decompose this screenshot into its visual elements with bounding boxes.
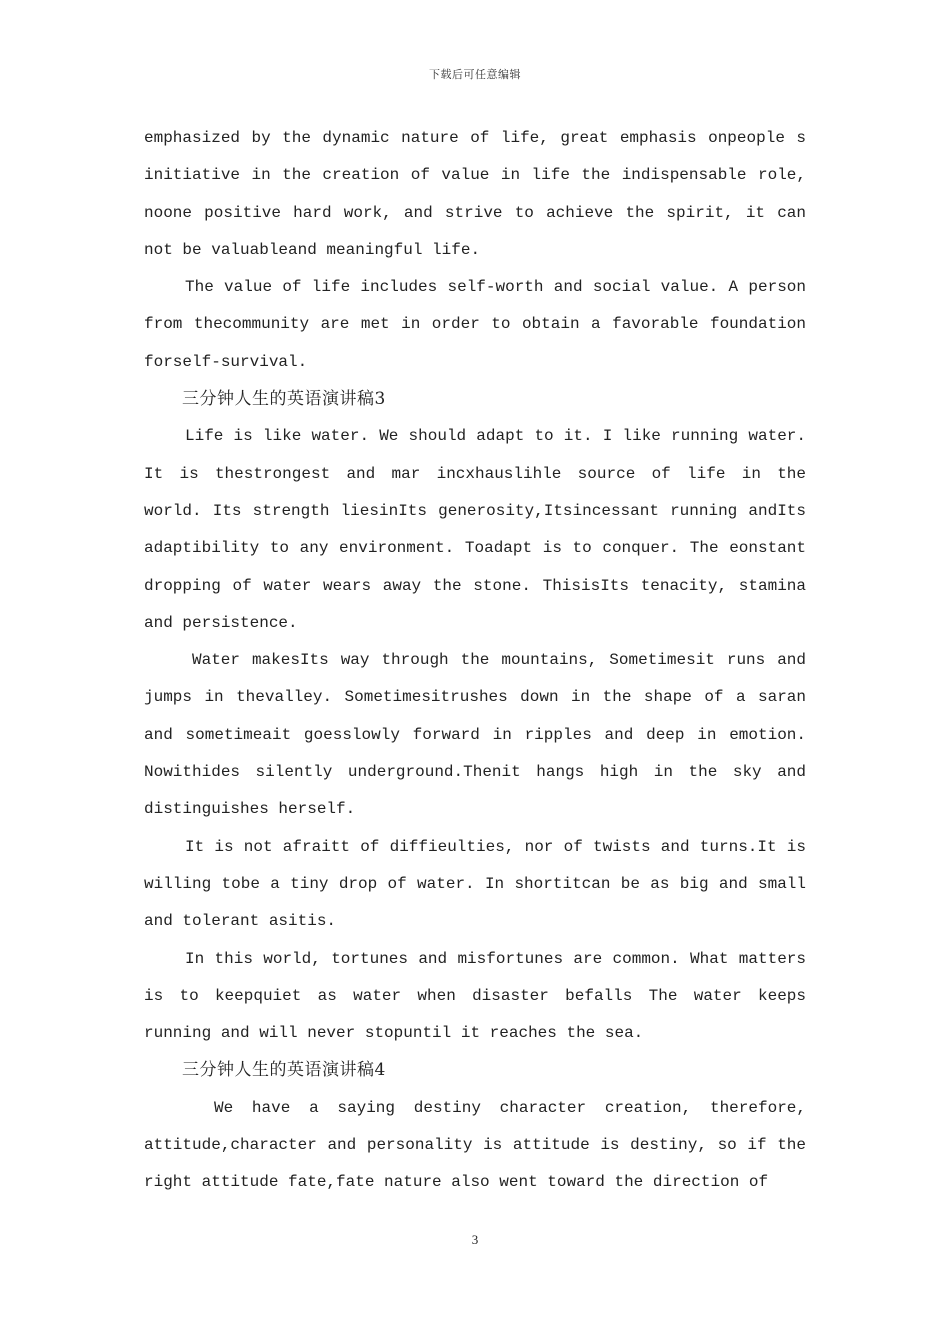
paragraph: The value of life includes self-worth and social value. A person from thecommunity are met in order to obtain a favorable foundation forself-survival. <box>144 278 806 371</box>
section-heading: 三分钟人生的英语演讲稿3 <box>182 389 386 410</box>
paragraph-continuation: emphasized by the dynamic nature of life, great emphasis onpeople s initiative in the creation of value in life the indispensable role, noone positive hard work, and strive to achieve the spirit, it can not be valuableand meaningful life. <box>144 129 806 259</box>
paragraph: It is not afraitt of diffieulties, nor of twists and turns.It is willing tobe a tiny drop of water. In shortitcan be as big and small and tolerant asitis. <box>144 837 806 931</box>
page-number: 3 <box>471 1232 479 1247</box>
paragraph: Water makesIts way through the mountains, Sometimesit runs and jumps in thevalley. Sometimesitrushes down in the shape of a saran and sometimeait goesslowly forward in ripples and deep in emotion. Nowithides silently underground.Thenit hangs high in the sky and distinguishes herself. <box>144 651 806 819</box>
document-body <box>144 120 806 1202</box>
paragraph: In this world, tortunes and misfortunes are common. What matters is to keepquiet as water when disaster befalls The water keeps running and will never stopuntil it reaches the sea. <box>144 949 806 1043</box>
page-header: 下载后可任意编辑 <box>429 68 521 81</box>
paragraph: We have a saying destiny character creation, therefore, attitude,character and personality is attitude is destiny, so if the right attitude fate,fate nature also went toward the direction of <box>144 1098 806 1192</box>
section-heading: 三分钟人生的英语演讲稿4 <box>182 1060 386 1081</box>
paragraph: Life is like water. We should adapt to it. I like running water. It is thestrongest and mar incxhauslihle source of life in the world. Its strength liesinIts generosity,Itsincessant running andIts adaptibility to any environment. Toadapt is to conquer. The eonstant dropping of water wears away the stone. ThisisIts tenacity, stamina and persistence. <box>144 427 806 632</box>
